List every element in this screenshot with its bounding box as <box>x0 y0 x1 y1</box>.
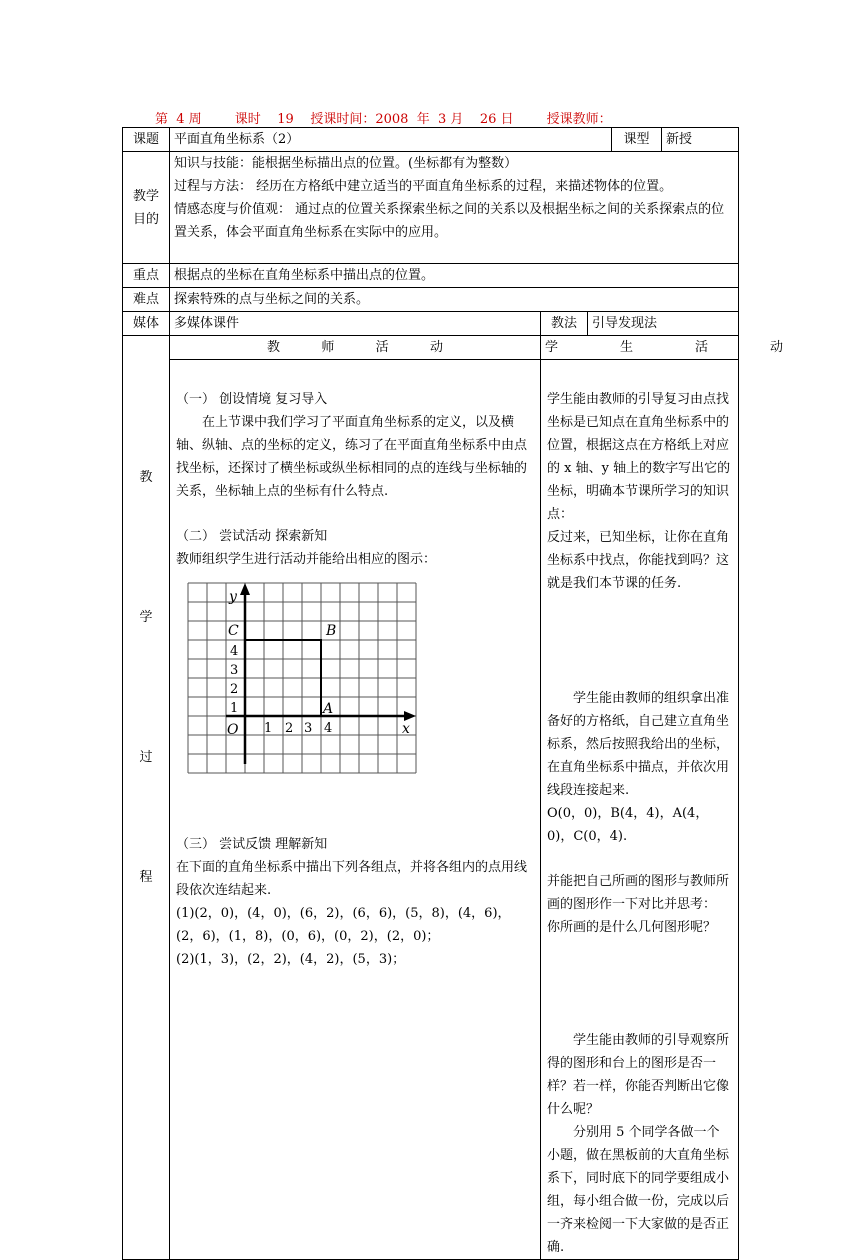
topic-label: 课题 <box>123 128 170 152</box>
goals-label-line1: 教学 <box>132 188 159 204</box>
media-label: 媒体 <box>123 312 170 336</box>
goal-attitude: 情感态度与价值观： 通过点的位置关系探索坐标之间的关系以及根据坐标之间的关系探索点的位置关系，体会平面直角坐标系在实际中的应用。 <box>174 202 725 240</box>
topic-value: 平面直角坐标系（2） <box>170 128 612 152</box>
process-label <box>123 336 170 1260</box>
student-para-2: 反过来，已知坐标，让你在直角坐标系中找点，你能找到吗？这就是我们本节课的任务. <box>547 530 730 591</box>
student-para-6: 分别用 5 个同学各做一个小题，做在黑板前的大直角坐标系下，同时底下的同学要组成小组，每小组合做一份，完成以后一齐来检阅一下大家做的是否正确. <box>547 1125 730 1255</box>
coordinate-grid-svg <box>184 579 424 779</box>
section-1-text: 在上节课中我们学习了平面直角坐标系的定义，以及横轴、纵轴、点的坐标的定义，练习了在平面直角坐标系中由点找坐标，还探讨了横坐标或纵坐标相同的点的连线与坐标轴的关系，坐标轴上点的坐标有什么特点. <box>176 415 528 499</box>
origin-label: O <box>227 722 239 738</box>
coordinate-figure <box>184 579 534 787</box>
y-tick-4: 4 <box>230 644 239 659</box>
spacer <box>176 787 534 833</box>
x-tick-4: 4 <box>324 721 333 736</box>
section-3-item-1: (1)(2，0)，(4，0)，(6，2)，(6，6)，(5，8)，(4，6)，(2，6)，(1，8)，(0，6)，(0，2)，(2，0)； <box>176 906 511 944</box>
header-week: 第 4 周 <box>155 112 202 127</box>
x-tick-2: 2 <box>285 721 294 736</box>
point-b-label: B <box>326 623 337 639</box>
header-teacher: 授课教师： <box>546 112 612 127</box>
student-para-1: 学生能由教师的引导复习由点找坐标是已知点在直角坐标系中的位置，根据这点在方格纸上对应的 x 轴、y 轴上的数字写出它的坐标，明确本节课所学习的知识点： <box>547 392 731 522</box>
spacer <box>547 595 732 687</box>
section-3-item-2: (2)(1，3)，(2，2)，(4，2)，(5，3)； <box>176 952 406 967</box>
section-3-text: 在下面的直角坐标系中描出下列各组点，并将各组内的点用线段依次连结起来. <box>176 860 528 898</box>
goal-process: 过程与方法： 经历在方格纸中建立适当的平面直角坐标系的过程，来描述物体的位置。 <box>174 179 673 194</box>
section-1-title: （一） 创设情境 复习导入 <box>176 392 328 407</box>
y-tick-3: 3 <box>230 663 239 678</box>
process-char-1: 教 <box>139 470 153 485</box>
lesson-header <box>155 108 612 127</box>
method-label: 教法 <box>541 312 588 336</box>
type-label: 课型 <box>612 128 662 152</box>
spacer <box>176 366 534 388</box>
process-char-4: 程 <box>139 870 153 885</box>
x-tick-3: 3 <box>304 721 313 736</box>
key-label: 重点 <box>123 264 170 288</box>
x-axis-label: x <box>402 721 410 737</box>
student-activity-cell <box>541 360 739 1260</box>
media-value: 多媒体课件 <box>170 312 541 336</box>
teacher-activity-cell <box>170 360 541 1260</box>
goals-cell <box>170 152 739 264</box>
student-question: 你所画的是什么几何图形呢？ <box>547 920 717 935</box>
process-char-2: 学 <box>139 610 153 625</box>
x-axis-arrow <box>404 711 416 721</box>
spacer <box>176 503 534 525</box>
student-para-5: 学生能由教师的引导观察所得的图形和台上的图形是否一样？若一样，你能否判断出它像什么呢？ <box>547 1033 730 1117</box>
spacer <box>547 939 732 1029</box>
process-char-3: 过 <box>139 750 153 765</box>
y-tick-2: 2 <box>230 682 239 697</box>
student-para-4: 并能把自己所画的图形与教师所画的图形作一下对比并思考： <box>547 874 730 912</box>
student-para-3: 学生能由教师的组织拿出准备好的方格纸，自己建立直角坐标系，然后按照我给出的坐标，在直角坐标系中描点，并依次用线段连接起来. <box>547 691 730 798</box>
teacher-activity-heading: 教 师 活 动 <box>170 336 541 360</box>
header-time: 授课时间：2008 年 3 月 26 日 <box>310 112 514 127</box>
section-3-title: （三） 尝试反馈 理解新知 <box>176 837 328 852</box>
student-activity-heading: 学 生 活 动 <box>541 336 739 360</box>
type-value: 新授 <box>662 128 739 152</box>
spacer <box>547 366 732 388</box>
lesson-plan-table <box>122 127 783 1260</box>
section-2-text: 教师组织学生进行活动并能给出相应的图示： <box>176 552 437 567</box>
y-axis-arrow <box>240 583 250 595</box>
difficulty-value: 探索特殊的点与坐标之间的关系。 <box>170 288 739 312</box>
goals-label-line2: 目的 <box>132 211 159 227</box>
method-value: 引导发现法 <box>588 312 739 336</box>
spacer <box>547 848 732 870</box>
y-axis-label: y <box>229 589 237 605</box>
grid-lines <box>188 583 416 773</box>
header-lesson: 课时 19 <box>234 112 294 127</box>
point-c-label: C <box>228 623 239 639</box>
key-value: 根据点的坐标在直角坐标系中描出点的位置。 <box>170 264 739 288</box>
x-tick-1: 1 <box>264 721 273 736</box>
point-a-label: A <box>323 701 334 717</box>
goals-label <box>123 152 170 264</box>
student-points: O(0，0)，B(4，4)，A(4，0)，C(0，4). <box>547 806 709 844</box>
section-2-title: （二） 尝试活动 探索新知 <box>176 529 328 544</box>
y-tick-1: 1 <box>230 701 239 716</box>
difficulty-label: 难点 <box>123 288 170 312</box>
goal-knowledge: 知识与技能：能根据坐标描出点的位置。(坐标都有为整数） <box>174 156 518 171</box>
